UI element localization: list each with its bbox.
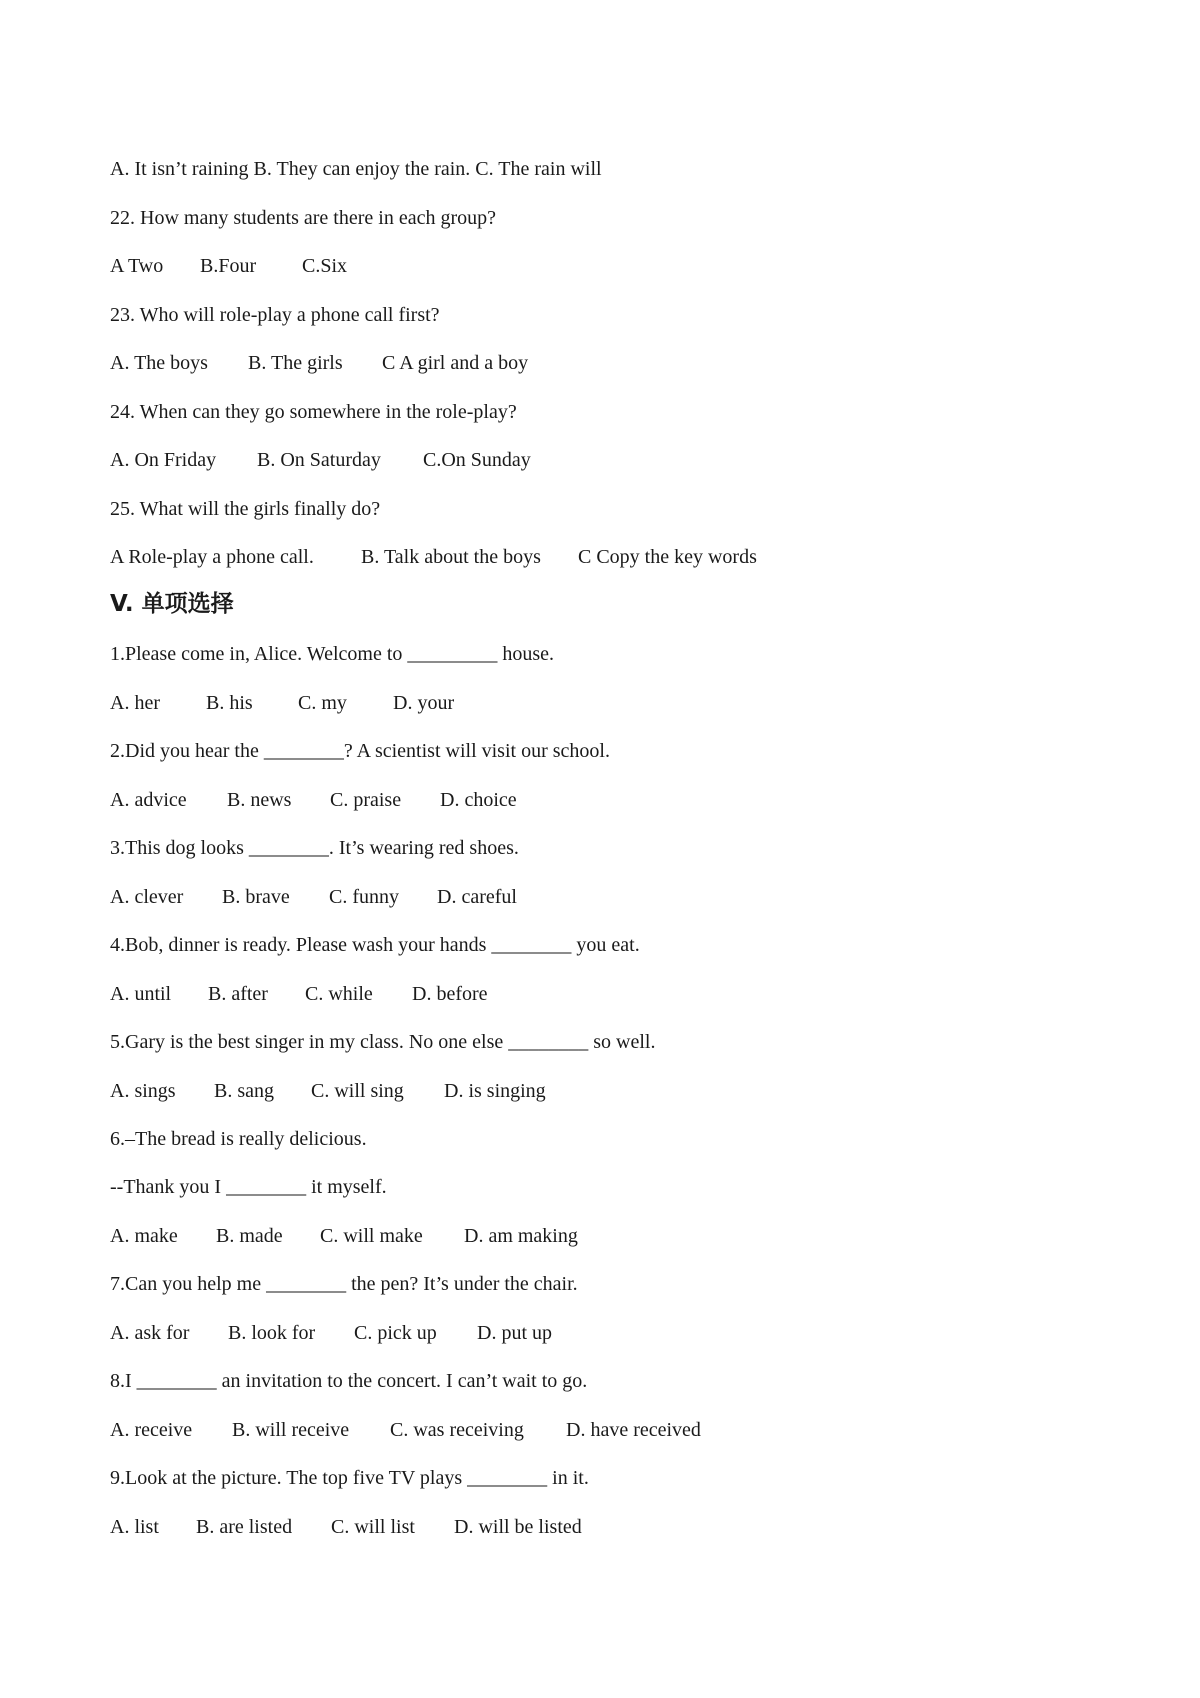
q24-question: 24. When can they go somewhere in the role-play? <box>110 401 517 423</box>
q25-option-b: B. Talk about the boys <box>361 546 541 568</box>
q25-option-a: A Role-play a phone call. <box>110 546 314 568</box>
v8-options <box>110 1417 701 1443</box>
v8-option-d: D. have received <box>566 1419 701 1441</box>
q22-options <box>110 253 347 279</box>
q25-question: 25. What will the girls finally do? <box>110 498 381 520</box>
v6-option-c: C. will make <box>320 1225 423 1247</box>
v3-options <box>110 884 517 910</box>
v4-option-d: D. before <box>412 983 488 1005</box>
q21-options: A. It isn’t raining B. They can enjoy the rain. C. The rain will <box>110 158 602 180</box>
v7-option-c: C. pick up <box>354 1322 437 1344</box>
v9-option-d: D. will be listed <box>454 1516 582 1538</box>
v1-option-c: C. my <box>298 692 347 714</box>
q22-option-c: C.Six <box>302 255 348 277</box>
v3-option-c: C. funny <box>329 886 399 908</box>
q22-option-a: A Two <box>110 255 164 277</box>
v5-question: 5.Gary is the best singer in my class. No one else ________ so well. <box>110 1031 656 1053</box>
v1-option-d: D. your <box>393 692 455 714</box>
v3-option-b: B. brave <box>222 886 290 908</box>
v6-reply: --Thank you I ________ it myself. <box>110 1176 387 1198</box>
v7-option-b: B. look for <box>228 1322 316 1344</box>
v7-option-a: A. ask for <box>110 1322 190 1344</box>
v9-option-b: B. are listed <box>196 1516 293 1538</box>
v4-option-b: B. after <box>208 983 268 1005</box>
v5-option-c: C. will sing <box>311 1080 404 1102</box>
v8-option-c: C. was receiving <box>390 1419 524 1441</box>
q23-option-c: C A girl and a boy <box>382 352 529 374</box>
q25-option-c: C Copy the key words <box>578 546 757 568</box>
v9-question: 9.Look at the picture. The top five TV plays ________ in it. <box>110 1467 589 1489</box>
v5-option-b: B. sang <box>214 1080 274 1102</box>
q23-option-b: B. The girls <box>248 352 343 374</box>
v2-question: 2.Did you hear the ________? A scientist will visit our school. <box>110 740 610 762</box>
v6-option-b: B. made <box>216 1225 283 1247</box>
v5-option-a: A. sings <box>110 1080 176 1102</box>
v6-option-d: D. am making <box>464 1225 578 1247</box>
v6-option-a: A. make <box>110 1225 178 1247</box>
v3-question: 3.This dog looks ________. It’s wearing red shoes. <box>110 837 519 859</box>
q25-options <box>110 544 757 570</box>
section-v-heading: V. 单项选择 <box>110 591 234 617</box>
v9-option-a: A. list <box>110 1516 159 1538</box>
v2-option-a: A. advice <box>110 789 187 811</box>
q22-option-b: B.Four <box>200 255 257 277</box>
v8-question: 8.I ________ an invitation to the concert. I can’t wait to go. <box>110 1370 588 1392</box>
q22-question: 22. How many students are there in each group? <box>110 207 496 229</box>
q24-option-a: A. On Friday <box>110 449 217 471</box>
v7-option-d: D. put up <box>477 1322 552 1344</box>
q23-options <box>110 350 528 376</box>
q23-option-a: A. The boys <box>110 352 208 374</box>
v3-option-a: A. clever <box>110 886 184 908</box>
v8-option-b: B. will receive <box>232 1419 350 1441</box>
v1-option-a: A. her <box>110 692 160 714</box>
v4-option-c: C. while <box>305 983 373 1005</box>
q24-option-b: B. On Saturday <box>257 449 381 471</box>
v2-option-b: B. news <box>227 789 292 811</box>
v4-question: 4.Bob, dinner is ready. Please wash your hands ________ you eat. <box>110 934 640 956</box>
v6-options <box>110 1223 578 1249</box>
v1-options <box>110 690 454 716</box>
v3-option-d: D. careful <box>437 886 517 908</box>
v6-question: 6.–The bread is really delicious. <box>110 1128 367 1150</box>
v2-options <box>110 787 517 813</box>
v5-options <box>110 1078 546 1104</box>
q24-option-c: C.On Sunday <box>423 449 531 471</box>
v1-question: 1.Please come in, Alice. Welcome to _________ house. <box>110 643 555 665</box>
v5-option-d: D. is singing <box>444 1080 546 1102</box>
v2-option-d: D. choice <box>440 789 517 811</box>
v7-options <box>110 1320 552 1346</box>
v1-option-b: B. his <box>206 692 253 714</box>
v4-option-a: A. until <box>110 983 172 1005</box>
v8-option-a: A. receive <box>110 1419 193 1441</box>
q24-options <box>110 447 531 473</box>
v4-options <box>110 981 488 1007</box>
q23-question: 23. Who will role-play a phone call first? <box>110 304 440 326</box>
v9-options <box>110 1514 582 1540</box>
v7-question: 7.Can you help me ________ the pen? It’s under the chair. <box>110 1273 578 1295</box>
v2-option-c: C. praise <box>330 789 402 811</box>
v9-option-c: C. will list <box>331 1516 415 1538</box>
